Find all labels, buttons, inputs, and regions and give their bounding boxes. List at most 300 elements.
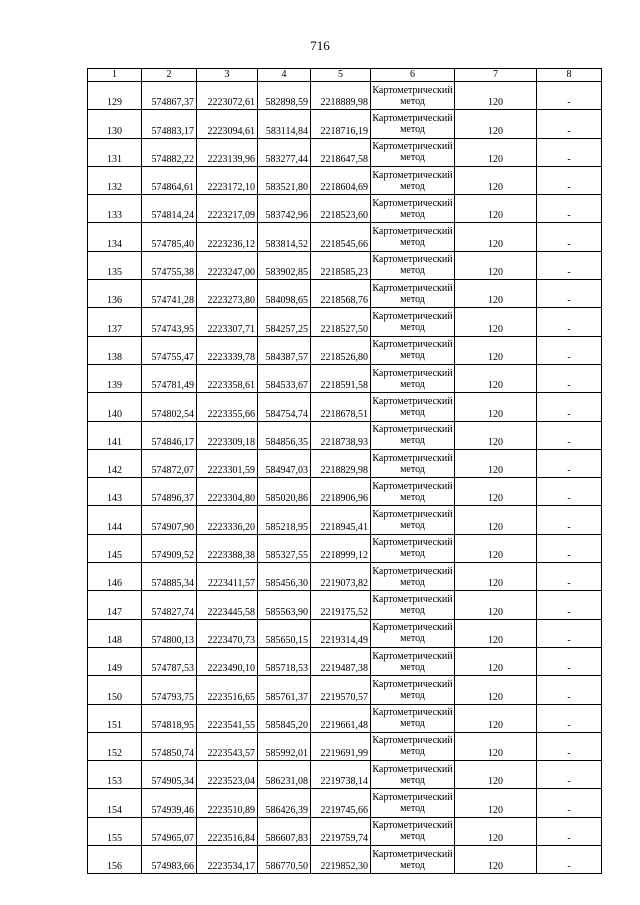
- method-cell: [371, 251, 455, 279]
- coord-y2-cell: 2219661,48: [311, 704, 371, 732]
- coord-y2-cell: 2219487,38: [311, 647, 371, 675]
- method-line2: метод: [400, 520, 425, 532]
- method-line1: Картометрический: [372, 452, 453, 464]
- method-cell: [371, 393, 455, 421]
- table-row: [88, 846, 602, 874]
- point-number-cell: 130: [88, 110, 142, 138]
- accuracy-cell: 120: [455, 647, 537, 675]
- method-cell: [371, 647, 455, 675]
- method-cell: [371, 563, 455, 591]
- method-line2: метод: [400, 576, 425, 588]
- method-line2: метод: [400, 95, 425, 107]
- note-cell: -: [537, 166, 602, 194]
- column-header: 5: [311, 69, 371, 82]
- coord-x1-cell: 574781,49: [142, 364, 197, 392]
- method-line1: Картометрический: [372, 254, 453, 266]
- coord-y1-cell: 2223217,09: [197, 195, 258, 223]
- method-cell: [371, 138, 455, 166]
- coord-x1-cell: 574965,07: [142, 817, 197, 845]
- table-row: [88, 251, 602, 279]
- table-row: [88, 449, 602, 477]
- coord-y2-cell: 2218999,12: [311, 534, 371, 562]
- table-row: [88, 393, 602, 421]
- method-cell: [371, 195, 455, 223]
- coord-y2-cell: 2218647,58: [311, 138, 371, 166]
- table-row: [88, 82, 602, 110]
- note-cell: -: [537, 280, 602, 308]
- method-line2: метод: [400, 774, 425, 786]
- method-line1: Картометрический: [372, 226, 453, 238]
- coord-x2-cell: 583742,96: [258, 195, 311, 223]
- table-row: [88, 676, 602, 704]
- page-number: 716: [310, 38, 330, 53]
- note-cell: -: [537, 421, 602, 449]
- method-line1: Картометрический: [372, 395, 453, 407]
- note-cell: -: [537, 138, 602, 166]
- coord-x2-cell: 584947,03: [258, 449, 311, 477]
- coord-x2-cell: 583902,85: [258, 251, 311, 279]
- coord-x2-cell: 585718,53: [258, 647, 311, 675]
- method-line1: Картометрический: [372, 311, 453, 323]
- method-line1: Картометрический: [372, 339, 453, 351]
- coord-y2-cell: 2219175,52: [311, 591, 371, 619]
- point-number-cell: 155: [88, 817, 142, 845]
- note-cell: -: [537, 393, 602, 421]
- accuracy-cell: 120: [455, 534, 537, 562]
- note-cell: -: [537, 534, 602, 562]
- coord-y2-cell: 2218945,41: [311, 506, 371, 534]
- point-number-cell: 134: [88, 223, 142, 251]
- coord-x2-cell: 585563,90: [258, 591, 311, 619]
- table-row: [88, 138, 602, 166]
- note-cell: -: [537, 82, 602, 110]
- method-line2: метод: [400, 152, 425, 164]
- accuracy-cell: 120: [455, 393, 537, 421]
- coord-x2-cell: 584754,74: [258, 393, 311, 421]
- point-number-cell: 136: [88, 280, 142, 308]
- coord-y1-cell: 2223236,12: [197, 223, 258, 251]
- method-cell: [371, 619, 455, 647]
- table-body: [88, 82, 602, 874]
- accuracy-cell: 120: [455, 364, 537, 392]
- coord-x1-cell: 574882,22: [142, 138, 197, 166]
- method-line1: Картометрический: [372, 848, 453, 860]
- coord-y2-cell: 2218829,98: [311, 449, 371, 477]
- method-cell: [371, 732, 455, 760]
- point-number-cell: 133: [88, 195, 142, 223]
- accuracy-cell: 120: [455, 506, 537, 534]
- coord-y1-cell: 2223358,61: [197, 364, 258, 392]
- method-line1: Картометрический: [372, 141, 453, 153]
- note-cell: -: [537, 506, 602, 534]
- method-line1: Картометрический: [372, 820, 453, 832]
- coord-y2-cell: 2218889,98: [311, 82, 371, 110]
- note-cell: -: [537, 336, 602, 364]
- accuracy-cell: 120: [455, 563, 537, 591]
- note-cell: -: [537, 704, 602, 732]
- note-cell: -: [537, 676, 602, 704]
- method-line2: метод: [400, 718, 425, 730]
- coord-y2-cell: 2219691,99: [311, 732, 371, 760]
- coord-y2-cell: 2219759,74: [311, 817, 371, 845]
- coord-y2-cell: 2219570,57: [311, 676, 371, 704]
- method-line1: Картометрический: [372, 112, 453, 124]
- column-header: 1: [88, 69, 142, 82]
- method-line1: Картометрический: [372, 424, 453, 436]
- method-line2: метод: [400, 859, 425, 871]
- header-row: [88, 69, 602, 82]
- coord-y2-cell: 2218716,19: [311, 110, 371, 138]
- coord-x2-cell: 582898,59: [258, 82, 311, 110]
- table-row: [88, 789, 602, 817]
- coord-y1-cell: 2223516,65: [197, 676, 258, 704]
- method-line2: метод: [400, 123, 425, 135]
- coord-y2-cell: 2218738,93: [311, 421, 371, 449]
- method-line1: Картометрический: [372, 84, 453, 96]
- coord-y1-cell: 2223510,89: [197, 789, 258, 817]
- table-row: [88, 534, 602, 562]
- coord-y1-cell: 2223307,71: [197, 308, 258, 336]
- coord-x2-cell: 584387,57: [258, 336, 311, 364]
- coord-x1-cell: 574827,74: [142, 591, 197, 619]
- coord-y1-cell: 2223534,17: [197, 846, 258, 874]
- coord-x1-cell: 574846,17: [142, 421, 197, 449]
- method-line2: метод: [400, 265, 425, 277]
- column-header: 4: [258, 69, 311, 82]
- table-row: [88, 619, 602, 647]
- method-cell: [371, 676, 455, 704]
- column-header: 6: [371, 69, 455, 82]
- coord-x1-cell: 574802,54: [142, 393, 197, 421]
- point-number-cell: 149: [88, 647, 142, 675]
- method-cell: [371, 280, 455, 308]
- coord-y1-cell: 2223523,04: [197, 761, 258, 789]
- column-header: 3: [197, 69, 258, 82]
- method-line1: Картометрический: [372, 509, 453, 521]
- coord-x2-cell: 585456,30: [258, 563, 311, 591]
- coord-x1-cell: 574864,61: [142, 166, 197, 194]
- method-line2: метод: [400, 831, 425, 843]
- table-row: [88, 110, 602, 138]
- method-line2: метод: [400, 463, 425, 475]
- coord-y1-cell: 2223094,61: [197, 110, 258, 138]
- point-number-cell: 131: [88, 138, 142, 166]
- table-row: [88, 195, 602, 223]
- table-row: [88, 166, 602, 194]
- point-number-cell: 143: [88, 478, 142, 506]
- coord-y1-cell: 2223247,00: [197, 251, 258, 279]
- method-cell: [371, 789, 455, 817]
- note-cell: -: [537, 364, 602, 392]
- point-number-cell: 147: [88, 591, 142, 619]
- method-cell: [371, 761, 455, 789]
- accuracy-cell: 120: [455, 110, 537, 138]
- accuracy-cell: 120: [455, 761, 537, 789]
- point-number-cell: 152: [88, 732, 142, 760]
- coord-x2-cell: 586231,08: [258, 761, 311, 789]
- point-number-cell: 148: [88, 619, 142, 647]
- coord-x2-cell: 584533,67: [258, 364, 311, 392]
- coord-x1-cell: 574907,90: [142, 506, 197, 534]
- coord-x2-cell: 583521,80: [258, 166, 311, 194]
- coord-y1-cell: 2223541,55: [197, 704, 258, 732]
- method-line1: Картометрический: [372, 367, 453, 379]
- coord-x1-cell: 574818,95: [142, 704, 197, 732]
- method-line2: метод: [400, 208, 425, 220]
- point-number-cell: 140: [88, 393, 142, 421]
- method-line2: метод: [400, 322, 425, 334]
- table-row: [88, 336, 602, 364]
- point-number-cell: 132: [88, 166, 142, 194]
- accuracy-cell: 120: [455, 251, 537, 279]
- coord-x1-cell: 574885,34: [142, 563, 197, 591]
- coord-x2-cell: 583114,84: [258, 110, 311, 138]
- method-line1: Картометрический: [372, 537, 453, 549]
- method-line2: метод: [400, 180, 425, 192]
- coord-y1-cell: 2223301,59: [197, 449, 258, 477]
- coord-y1-cell: 2223139,96: [197, 138, 258, 166]
- accuracy-cell: 120: [455, 195, 537, 223]
- table-header: [88, 69, 602, 82]
- method-cell: [371, 534, 455, 562]
- point-number-cell: 138: [88, 336, 142, 364]
- coord-x1-cell: 574814,24: [142, 195, 197, 223]
- accuracy-cell: 120: [455, 619, 537, 647]
- method-line1: Картометрический: [372, 169, 453, 181]
- coord-x1-cell: 574787,53: [142, 647, 197, 675]
- coord-y2-cell: 2218604,69: [311, 166, 371, 194]
- point-number-cell: 146: [88, 563, 142, 591]
- coord-x1-cell: 574883,17: [142, 110, 197, 138]
- coord-x2-cell: 585761,37: [258, 676, 311, 704]
- table-row: [88, 280, 602, 308]
- method-line1: Картометрический: [372, 565, 453, 577]
- accuracy-cell: 120: [455, 138, 537, 166]
- method-line2: метод: [400, 803, 425, 815]
- method-cell: [371, 478, 455, 506]
- method-line1: Картометрический: [372, 678, 453, 690]
- note-cell: -: [537, 732, 602, 760]
- note-cell: -: [537, 846, 602, 874]
- coord-x2-cell: 585650,15: [258, 619, 311, 647]
- coord-y1-cell: 2223304,80: [197, 478, 258, 506]
- coord-x2-cell: 586770,50: [258, 846, 311, 874]
- table-row: [88, 761, 602, 789]
- coord-y2-cell: 2218906,96: [311, 478, 371, 506]
- method-line1: Картометрический: [372, 792, 453, 804]
- coord-y1-cell: 2223411,57: [197, 563, 258, 591]
- method-line1: Картометрический: [372, 707, 453, 719]
- coord-x2-cell: 585327,55: [258, 534, 311, 562]
- coord-y1-cell: 2223445,58: [197, 591, 258, 619]
- accuracy-cell: 120: [455, 336, 537, 364]
- point-number-cell: 129: [88, 82, 142, 110]
- accuracy-cell: 120: [455, 478, 537, 506]
- coord-x2-cell: 583814,52: [258, 223, 311, 251]
- coord-y1-cell: 2223273,80: [197, 280, 258, 308]
- method-cell: [371, 364, 455, 392]
- method-line2: метод: [400, 491, 425, 503]
- coord-y1-cell: 2223355,66: [197, 393, 258, 421]
- coord-x2-cell: 586426,39: [258, 789, 311, 817]
- coord-y1-cell: 2223072,61: [197, 82, 258, 110]
- note-cell: -: [537, 563, 602, 591]
- coordinates-table: [87, 68, 602, 874]
- coord-x1-cell: 574850,74: [142, 732, 197, 760]
- method-cell: [371, 166, 455, 194]
- method-line2: метод: [400, 237, 425, 249]
- method-line2: метод: [400, 633, 425, 645]
- coord-x1-cell: 574741,28: [142, 280, 197, 308]
- accuracy-cell: 120: [455, 280, 537, 308]
- accuracy-cell: 120: [455, 166, 537, 194]
- coord-y2-cell: 2218591,58: [311, 364, 371, 392]
- coord-y2-cell: 2218568,76: [311, 280, 371, 308]
- coord-x1-cell: 574896,37: [142, 478, 197, 506]
- method-cell: [371, 82, 455, 110]
- table-row: [88, 478, 602, 506]
- point-number-cell: 139: [88, 364, 142, 392]
- coord-y1-cell: 2223339,78: [197, 336, 258, 364]
- table-row: [88, 732, 602, 760]
- coord-x1-cell: 574785,40: [142, 223, 197, 251]
- column-header: 2: [142, 69, 197, 82]
- point-number-cell: 135: [88, 251, 142, 279]
- coord-x2-cell: 586607,83: [258, 817, 311, 845]
- table-row: [88, 223, 602, 251]
- coord-y1-cell: 2223388,38: [197, 534, 258, 562]
- accuracy-cell: 120: [455, 676, 537, 704]
- note-cell: -: [537, 449, 602, 477]
- table-row: [88, 647, 602, 675]
- coord-y1-cell: 2223490,10: [197, 647, 258, 675]
- column-header: 7: [455, 69, 537, 82]
- coord-y1-cell: 2223543,57: [197, 732, 258, 760]
- coord-x2-cell: 584098,65: [258, 280, 311, 308]
- method-line2: метод: [400, 378, 425, 390]
- method-line1: Картометрический: [372, 282, 453, 294]
- coord-y2-cell: 2219314,49: [311, 619, 371, 647]
- note-cell: -: [537, 647, 602, 675]
- point-number-cell: 156: [88, 846, 142, 874]
- coord-x1-cell: 574800,13: [142, 619, 197, 647]
- accuracy-cell: 120: [455, 846, 537, 874]
- point-number-cell: 151: [88, 704, 142, 732]
- coord-y2-cell: 2219745,66: [311, 789, 371, 817]
- method-line2: метод: [400, 604, 425, 616]
- coord-x1-cell: 574939,46: [142, 789, 197, 817]
- method-cell: [371, 817, 455, 845]
- point-number-cell: 141: [88, 421, 142, 449]
- method-line1: Картометрический: [372, 480, 453, 492]
- table-row: [88, 421, 602, 449]
- coord-x1-cell: 574867,37: [142, 82, 197, 110]
- method-line1: Картометрический: [372, 197, 453, 209]
- coord-x2-cell: 585992,01: [258, 732, 311, 760]
- note-cell: -: [537, 251, 602, 279]
- note-cell: -: [537, 789, 602, 817]
- table-row: [88, 704, 602, 732]
- method-line2: метод: [400, 293, 425, 305]
- method-cell: [371, 704, 455, 732]
- coord-x1-cell: 574755,47: [142, 336, 197, 364]
- coord-y2-cell: 2219738,14: [311, 761, 371, 789]
- method-cell: [371, 336, 455, 364]
- accuracy-cell: 120: [455, 591, 537, 619]
- coord-x2-cell: 584257,25: [258, 308, 311, 336]
- coord-y2-cell: 2219852,30: [311, 846, 371, 874]
- method-cell: [371, 223, 455, 251]
- coord-x1-cell: 574743,95: [142, 308, 197, 336]
- coord-y2-cell: 2218545,66: [311, 223, 371, 251]
- method-cell: [371, 308, 455, 336]
- method-line2: метод: [400, 689, 425, 701]
- coord-y2-cell: 2218585,23: [311, 251, 371, 279]
- coord-x1-cell: 574872,07: [142, 449, 197, 477]
- accuracy-cell: 120: [455, 421, 537, 449]
- coord-y2-cell: 2218526,80: [311, 336, 371, 364]
- method-cell: [371, 506, 455, 534]
- coord-x1-cell: 574755,38: [142, 251, 197, 279]
- accuracy-cell: 120: [455, 82, 537, 110]
- coord-y1-cell: 2223336,20: [197, 506, 258, 534]
- note-cell: -: [537, 223, 602, 251]
- point-number-cell: 145: [88, 534, 142, 562]
- note-cell: -: [537, 110, 602, 138]
- coord-y2-cell: 2218527,50: [311, 308, 371, 336]
- method-cell: [371, 110, 455, 138]
- method-line1: Картометрический: [372, 593, 453, 605]
- coord-y2-cell: 2219073,82: [311, 563, 371, 591]
- table-row: [88, 817, 602, 845]
- coord-x1-cell: 574793,75: [142, 676, 197, 704]
- method-line2: метод: [400, 548, 425, 560]
- point-number-cell: 144: [88, 506, 142, 534]
- table-row: [88, 563, 602, 591]
- column-header: 8: [537, 69, 602, 82]
- coord-x1-cell: 574983,66: [142, 846, 197, 874]
- table-row: [88, 591, 602, 619]
- method-line2: метод: [400, 435, 425, 447]
- coord-x2-cell: 583277,44: [258, 138, 311, 166]
- coord-y2-cell: 2218678,51: [311, 393, 371, 421]
- coord-y1-cell: 2223516,84: [197, 817, 258, 845]
- method-cell: [371, 846, 455, 874]
- method-line2: метод: [400, 661, 425, 673]
- table-row: [88, 364, 602, 392]
- point-number-cell: 137: [88, 308, 142, 336]
- coord-x2-cell: 585218,95: [258, 506, 311, 534]
- method-cell: [371, 449, 455, 477]
- accuracy-cell: 120: [455, 732, 537, 760]
- method-line1: Картометрический: [372, 735, 453, 747]
- table-row: [88, 506, 602, 534]
- point-number-cell: 154: [88, 789, 142, 817]
- accuracy-cell: 120: [455, 223, 537, 251]
- note-cell: -: [537, 308, 602, 336]
- method-line1: Картометрический: [372, 650, 453, 662]
- coord-x1-cell: 574909,52: [142, 534, 197, 562]
- point-number-cell: 150: [88, 676, 142, 704]
- note-cell: -: [537, 591, 602, 619]
- coord-y1-cell: 2223172,10: [197, 166, 258, 194]
- method-cell: [371, 421, 455, 449]
- coord-y1-cell: 2223470,73: [197, 619, 258, 647]
- coord-x1-cell: 574905,34: [142, 761, 197, 789]
- method-line2: метод: [400, 406, 425, 418]
- accuracy-cell: 120: [455, 449, 537, 477]
- point-number-cell: 153: [88, 761, 142, 789]
